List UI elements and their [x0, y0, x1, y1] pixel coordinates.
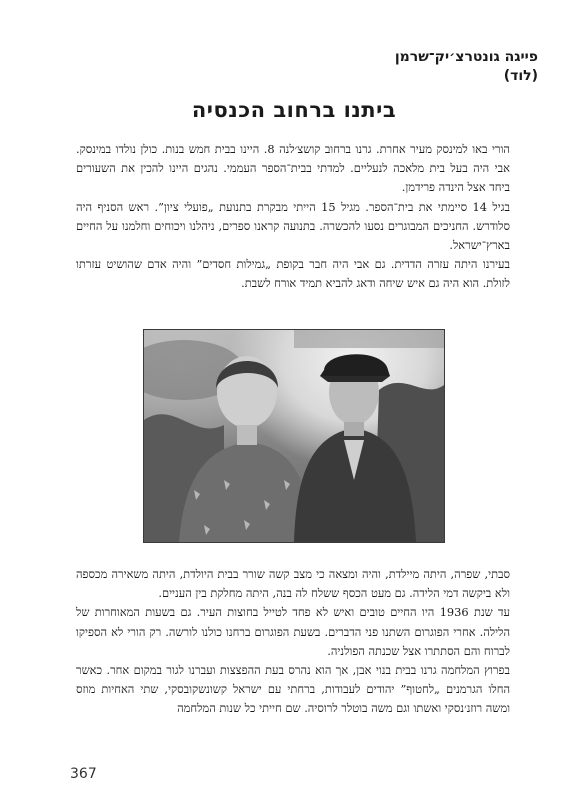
photo-illustration — [144, 330, 444, 542]
paragraph: הורי באו למינסק מעיר אחרת. גרנו ברחוב קושצ׳לנה 8. היינו בבית חמש בנות. כולן נולדו במינסק. אבי היה בעל בית מלאכה לנעליים. למדתי בבית־הספר העממי. נהגים היינו להכין את השעורים ביחד אצל הינדה פרידמן. — [76, 142, 510, 195]
paragraph: בפרוץ המלחמה גרנו בבית בנוי אבן, אך הוא נהרס בעת ההפצצות ועברנו לגור במקום אחר. כאשר החלו הגרמנים „לחטוף” יהודים לעבודות, ברחתי עם ישראל קשונשקובסקי, שתי האחיות מוזס ומשה רוזנ׳נסקי ואשתו וגם משה בוטלר לרוסיה. שם חייתי כל שנות המלחמה — [76, 663, 510, 716]
paragraph: בגיל 14 סיימתי את בית־הספר. מגיל 15 הייתי מבקרת בתנועת „פועלי ציון”. ראש הסניף היה סלודרש. החניכים המבוגרים נסעו להכשרה. בתנועה קראנו ספרים, ניהלנו ויכוחים וחלמנו על החיים בארץ־ישראל. — [76, 199, 510, 253]
author-location: (לוד) — [503, 68, 538, 84]
text-after-photo — [76, 565, 510, 719]
author-byline — [238, 48, 538, 86]
page-number: 367 — [70, 766, 97, 782]
paragraph: סבתי, שפרה, היתה מיילדת, והיה ומצאה כי מצב קשה שורר בבית היולדת, היתה משאירה מכספה ולא ביקשה דמי הלידה. גם מעט הכסף ששלח לה בנה, היתה מחלקת בין העניים. — [76, 567, 510, 601]
couple-photograph — [143, 329, 445, 543]
text-before-photo — [76, 140, 510, 294]
paragraph: עד שנת 1936 היו החיים טובים ואיש לא פחד לטייל בחוצות העיר. גם בשעות המאוחרות של הלילה. אחרי הפוגרום השתנו פני הדברים. בשעת הפוגרום ברחנו כולנו לורשה. רק הורי לא הספיקו לברוח והם הסתתרו אצל שכנתה הפולניה. — [76, 605, 510, 658]
chapter-title: ביתנו ברחוב הכנסיה — [191, 98, 397, 122]
author-name: פייגה גונטרצ׳יק־שרמן — [394, 49, 538, 65]
paragraph: בעירנו היתה עזרה הדדית. גם אבי היה חבר בקופת „גמילות חסדים” והיה אדם שהושיט עזרתו לזולת. הוא היה גם איש שיחה ודאג להביא תמיד אורח לשבת. — [76, 257, 510, 291]
